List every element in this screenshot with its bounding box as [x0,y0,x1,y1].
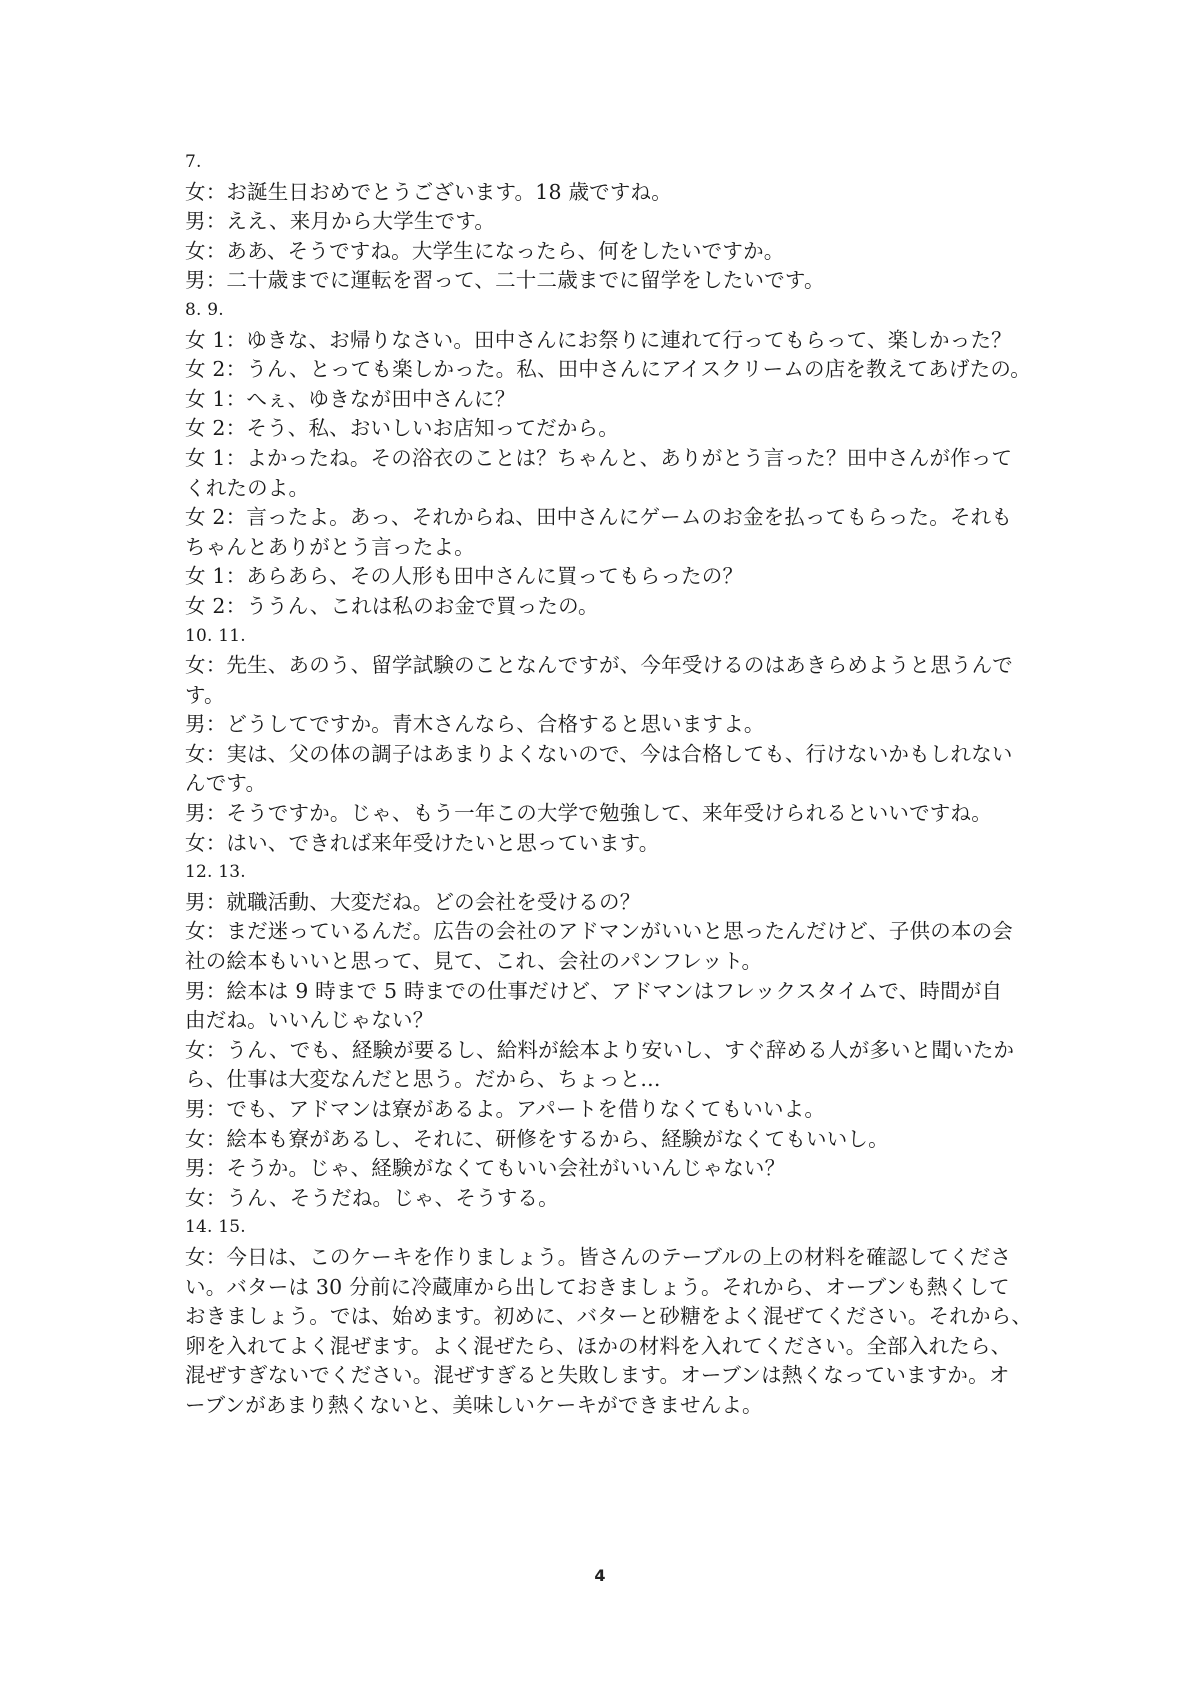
dialogue-line: 女：実は、父の体の調子はあまりよくないので、今は合格しても、行けないかもしれない [185,741,1013,766]
dialogue-line: 男：二十歳までに運転を習って、二十二歳までに留学をしたいです。 [185,268,825,293]
dialogue-line: 男：絵本は 9 時まで 5 時までの仕事だけど、アドマンはフレックスタイムで、時間が自 [185,978,1003,1003]
page-number: 4 [594,1566,606,1585]
dialogue-line: 女：今日は、このケーキを作りましょう。皆さんのテーブルの上の材料を確認してくださ [185,1244,1012,1269]
dialogue-line: 女 1：ゆきな、お帰りなさい。田中さんにお祭りに連れて行ってもらって、楽しかった？ [185,327,1012,352]
dialogue-line: 女 2：ううん、これは私のお金で買ったの。 [185,593,599,618]
dialogue-line: 女：お誕生日おめでとうございます。18 歳ですね。 [185,179,672,204]
dialogue-line: ら、仕事は大変なんだと思う。だから、ちょっと... [185,1067,661,1092]
dialogue-line: ーブンがあまり熱くないと、美味しいケーキができませんよ。 [185,1392,763,1417]
question-number: 7. [185,152,202,172]
question-number: 14. 15. [185,1217,246,1238]
question-number: 8. 9. [185,299,224,320]
dialogue-line: 混ぜすぎないでください。混ぜすぎると失敗します。オーブンは熱くなっていますか。オ [185,1363,1010,1388]
dialogue-line: 女：絵本も寮があるし、それに、研修をするから、経験がなくてもいいし。 [185,1126,889,1151]
dialogue-line: 女 2：そう、私、おいしいお店知ってだから。 [185,416,619,441]
transcript-body [185,148,1040,1421]
dialogue-line: 由だね。いいんじゃない？ [185,1008,434,1033]
dialogue-line: 女 1：よかったね。その浴衣のことは？ちゃんと、ありがとう言った？田中さんが作って [185,445,1013,470]
dialogue-line: 女 2：うん、とっても楽しかった。私、田中さんにアイスクリームの店を教えてあげたの。 [185,357,1031,382]
question-number: 12. 13. [185,862,246,883]
dialogue-line: おきましょう。では、始めます。初めに、バターと砂糖をよく混ぜてください。それから、 [185,1304,1033,1329]
dialogue-line: 男：どうしてですか。青木さんなら、合格すると思いますよ。 [185,712,765,737]
dialogue-line: 女：はい、できれば来年受けたいと思っています。 [185,830,660,855]
dialogue-line: 卵を入れてよく混ぜます。よく混ぜたら、ほかの材料を入れてください。全部入れたら、 [185,1333,1012,1358]
dialogue-line: 男：就職活動、大変だね。どの会社を受けるの？ [185,889,641,914]
dialogue-line: 女 2：言ったよ。あっ、それからね、田中さんにゲームのお金を払ってもらった。それも [185,505,1013,530]
dialogue-line: 男：でも、アドマンは寮があるよ。アパートを借りなくてもいいよ。 [185,1097,826,1121]
dialogue-line: 男：そうか。じゃ、経験がなくてもいい会社がいいんじゃない？ [185,1156,786,1181]
dialogue-line: 女：ああ、そうですね。大学生になったら、何をしたいですか。 [185,238,785,263]
dialogue-line: ちゃんとありがとう言ったよ。 [185,534,475,559]
dialogue-line: 女：うん、でも、経験が要るし、給料が絵本より安いし、すぐ辞める人が多いと聞いたか [185,1037,1015,1062]
dialogue-line: 女：まだ迷っているんだ。広告の会社のアドマンがいいと思ったんだけど、子供の本の会 [185,919,1013,944]
dialogue-line: い。バターは 30 分前に冷蔵庫から出しておきましょう。それから、オーブンも熱くして [185,1274,1010,1299]
dialogue-line: す。 [185,682,225,707]
question-number: 10. 11. [185,625,246,646]
dialogue-line: 男：そうですか。じゃ、もう一年この大学で勉強して、来年受けられるといいですね。 [185,801,992,826]
dialogue-line: 女 1：あらあら、その人形も田中さんに買ってもらったの？ [185,564,744,589]
dialogue-line: 女：うん、そうだね。じゃ、そうする。 [185,1185,559,1210]
dialogue-line: んです。 [185,771,267,796]
dialogue-line: 男：ええ、来月から大学生です。 [185,209,496,234]
dialogue-line: 社の絵本もいいと思って、見て、これ、会社のパンフレット。 [185,949,763,974]
dialogue-line: 女 1：へぇ、ゆきなが田中さんに？ [185,386,516,411]
dialogue-line: 女：先生、あのう、留学試験のことなんですが、今年受けるのはあきらめようと思うんで [185,653,1013,678]
dialogue-line: くれたのよ。 [185,475,310,500]
